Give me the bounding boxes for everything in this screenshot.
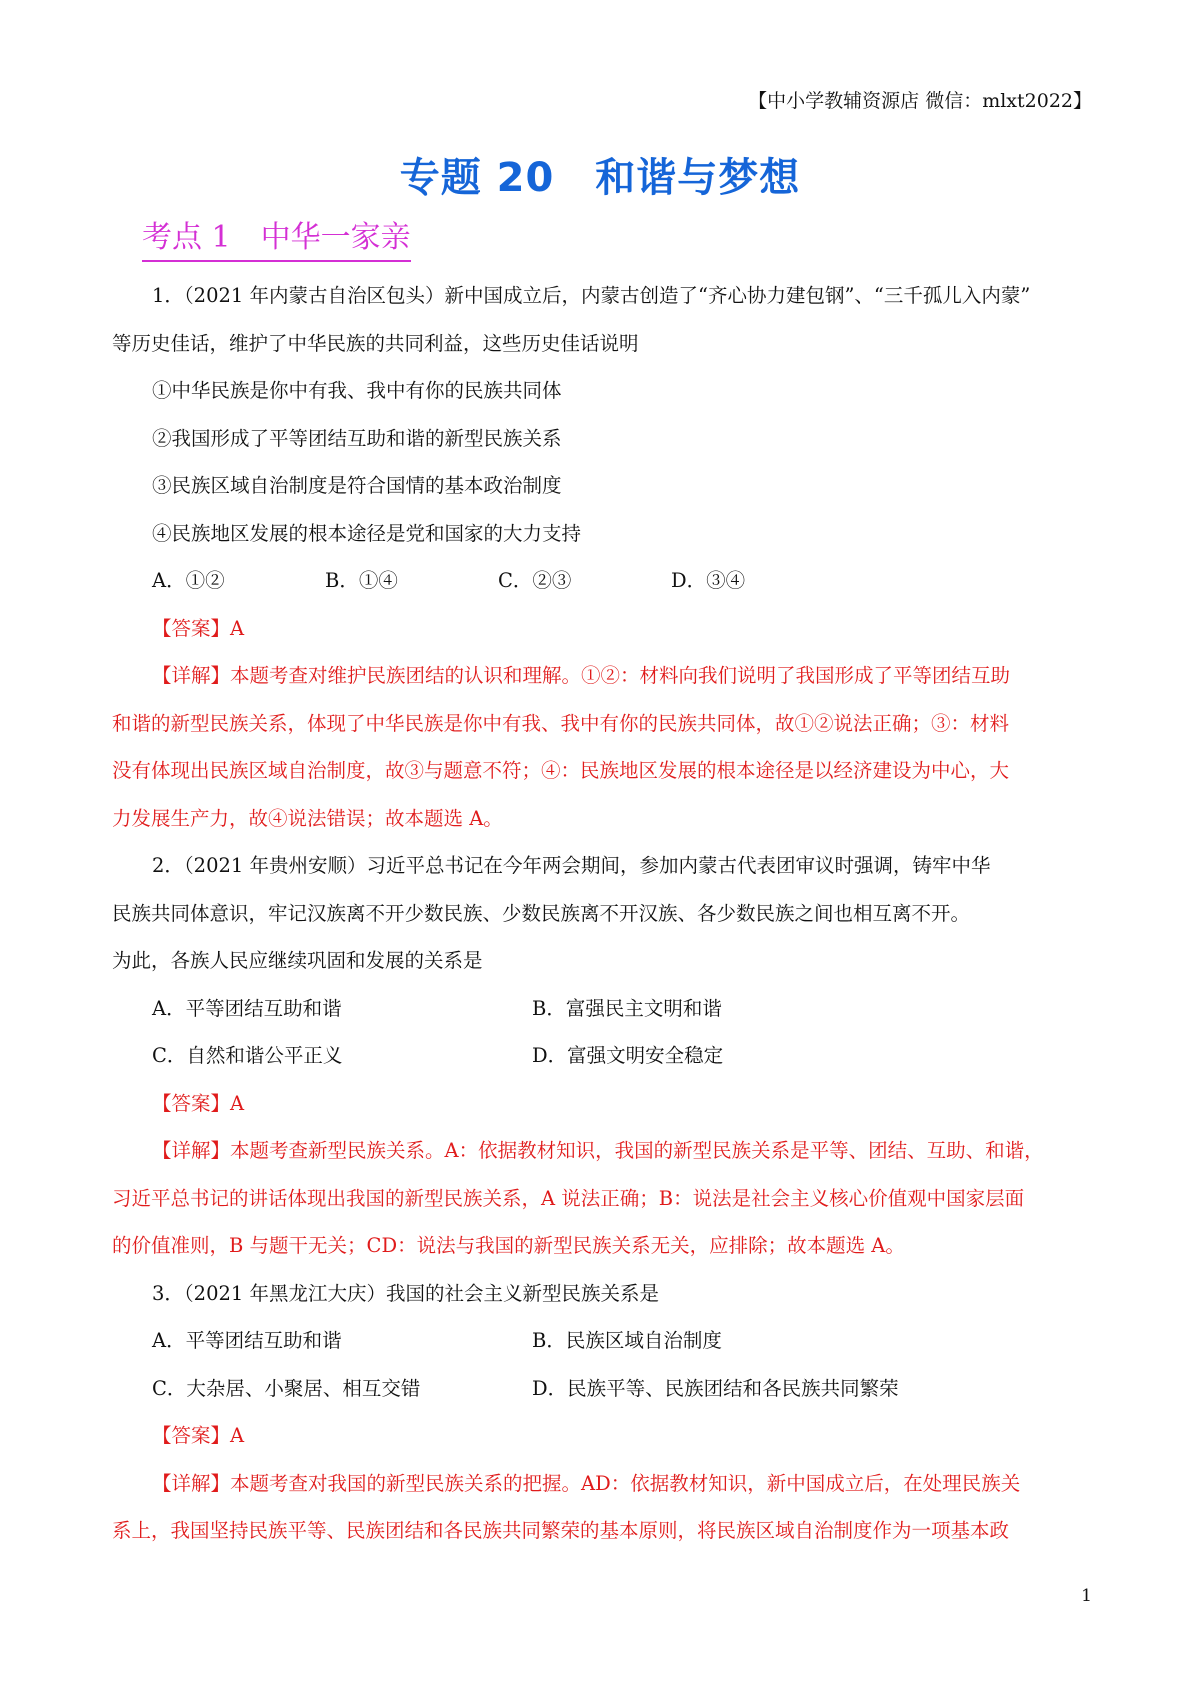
question-1: [112, 272, 1097, 842]
option-c: C．大杂居、小聚居、相互交错: [152, 1376, 421, 1400]
analysis-line: 和谐的新型民族关系，体现了中华民族是你中有我、我中有你的民族共同体，故①②说法正确；③：材料: [112, 711, 1010, 735]
header-note: 【中小学教辅资源店 微信：mlxt2022】: [748, 90, 1092, 112]
statement-item: ④民族地区发展的根本途径是党和国家的大力支持: [152, 521, 582, 545]
analysis-line: 的价值准则，B 与题干无关；CD：说法与我国的新型民族关系无关，应排除；故本题选 A。: [112, 1234, 905, 1257]
statement-item: ②我国形成了平等团结互助和谐的新型民族关系: [152, 426, 562, 450]
option-d: D．富强文明安全稳定: [532, 1044, 724, 1067]
analysis-line: 力发展生产力，故④说法错误；故本题选 A。: [112, 806, 503, 830]
option-c: C．②③: [498, 569, 572, 592]
option-c: C．自然和谐公平正义: [152, 1044, 343, 1067]
question-stem-line: 1．（2021 年内蒙古自治区包头）新中国成立后，内蒙古创造了“齐心协力建包钢”、“三千孤儿入内蒙”: [152, 284, 1031, 307]
option-b: B．①④: [325, 569, 398, 592]
statement-item: ③民族区域自治制度是符合国情的基本政治制度: [152, 474, 562, 497]
options-row: [112, 1032, 1097, 1080]
statement-item: ①中华民族是你中有我、我中有你的民族共同体: [152, 379, 562, 402]
analysis-line: 【详解】本题考查新型民族关系。A：依据教材知识，我国的新型民族关系是平等、团结、互助、和谐，: [152, 1139, 1044, 1162]
option-d: D．民族平等、民族团结和各民族共同繁荣: [532, 1376, 899, 1400]
question-stem-line: 2．（2021 年贵州安顺）习近平总书记在今年两会期间，参加内蒙古代表团审议时强调，铸牢中华: [152, 854, 991, 877]
option-a: A．平等团结互助和谐: [152, 1329, 342, 1352]
section-heading: 考点 1 中华一家亲: [142, 218, 411, 262]
option-a: A．①②: [152, 569, 225, 592]
analysis-line: 【详解】本题考查对维护民族团结的认识和理解。①②：材料向我们说明了我国形成了平等团结互助: [152, 664, 1011, 687]
option-d: D．③④: [671, 569, 746, 592]
analysis-line: 系上，我国坚持民族平等、民族团结和各民族共同繁荣的基本原则，将民族区域自治制度作为一项基本政: [112, 1519, 1010, 1542]
answer-label: 【答案】A: [152, 1424, 245, 1447]
option-b: B．民族区域自治制度: [532, 1329, 722, 1352]
question-stem-line: 为此，各族人民应继续巩固和发展的关系是: [112, 949, 483, 972]
answer-label: 【答案】A: [152, 1091, 245, 1115]
options-row: [112, 985, 1097, 1033]
question-stem-line: 等历史佳话，维护了中华民族的共同利益，这些历史佳话说明: [112, 331, 639, 355]
page-title: 专题 20 和谐与梦想: [399, 155, 801, 201]
options-row: [112, 1365, 1097, 1413]
option-b: B．富强民主文明和谐: [532, 996, 722, 1020]
question-stem-line: 民族共同体意识，牢记汉族离不开少数民族、少数民族离不开汉族、各少数民族之间也相互离不开。: [112, 901, 971, 925]
analysis-line: 【详解】本题考查对我国的新型民族关系的把握。AD：依据教材知识，新中国成立后，在处理民族关: [152, 1471, 1021, 1495]
page-number: 1: [1081, 1586, 1092, 1606]
options-row: [112, 1317, 1097, 1365]
question-3: [112, 1270, 1097, 1555]
question-content: [112, 272, 1097, 1555]
question-2: [112, 842, 1097, 1270]
analysis-line: 没有体现出民族区域自治制度，故③与题意不符；④：民族地区发展的根本途径是以经济建设为中心，大: [112, 759, 1010, 782]
question-stem-line: 3．（2021 年黑龙江大庆）我国的社会主义新型民族关系是: [152, 1281, 659, 1305]
analysis-line: 习近平总书记的讲话体现出我国的新型民族关系，A 说法正确；B：说法是社会主义核心价值观中国家层面: [112, 1186, 1025, 1210]
option-a: A．平等团结互助和谐: [152, 996, 342, 1020]
options-row: [112, 557, 1097, 605]
answer-label: 【答案】A: [152, 616, 245, 640]
